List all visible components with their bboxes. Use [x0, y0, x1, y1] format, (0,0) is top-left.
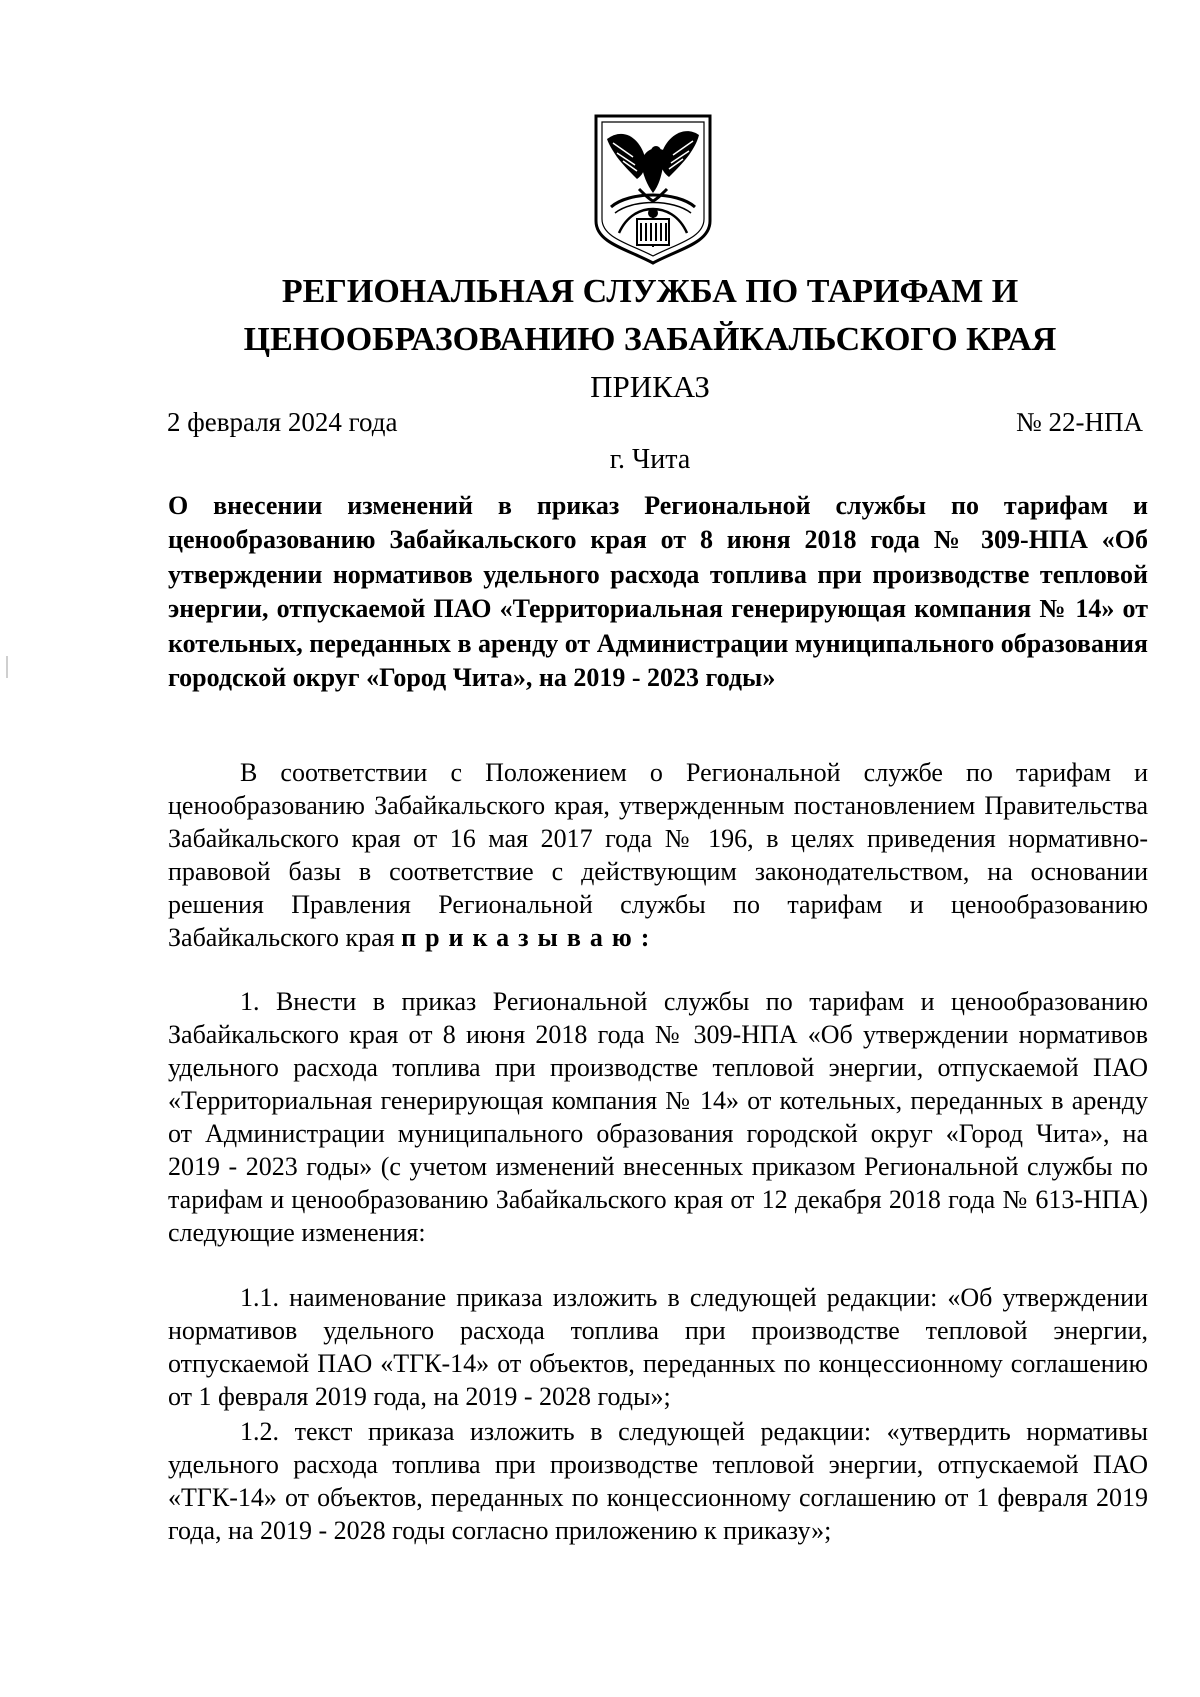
document-type: ПРИКАЗ — [590, 369, 710, 404]
document-subject: О внесении изменений в приказ Региональной службы по тарифам и ценообразованию Забайкальского края от 8 июня 2018 года № 309-НПА «Об утверждении нормативов удельного расхода топлива при производстве тепловой энергии, отпускаемой ПАО «Территориальная генерирующая компания № 14» от котельных, переданных в аренду от Администрации муниципального образования городской округ «Город Чита», на 2019 - 2023 годы» — [168, 491, 1148, 693]
authority-line-2: ЦЕНООБРАЗОВАНИЮ ЗАБАЙКАЛЬСКОГО КРАЯ — [243, 321, 1057, 358]
decree-word: приказываю: — [401, 923, 659, 952]
document-number: № 22-НПА — [1016, 407, 1143, 437]
preamble-text: В соответствии с Положением о Региональной службе по тарифам и ценообразованию Забайкальского края, утвержденным постановлением Правительства Забайкальского края от 16 мая 2017 года № 196, в целях приведения нормативно-правовой базы в соответствие с действующим законодательством, на основании решения Правления Региональной службы по тарифам и ценообразованию Забайкальского края — [168, 758, 1148, 952]
authority-line-1: РЕГИОНАЛЬНАЯ СЛУЖБА ПО ТАРИФАМ И — [281, 273, 1019, 310]
document-date: 2 февраля 2024 года — [167, 407, 398, 437]
item-1-2-paragraph: 1.2. текст приказа изложить в следующей редакции: «утвердить нормативы удельного расхода топлива при производстве тепловой энергии, отпускаемой ПАО «ТГК-14» от объектов, переданных по концессионному соглашению от 1 февраля 2019 года, на 2019 - 2028 годы согласно приложению к приказу»; — [168, 1417, 1148, 1545]
item-1-1-paragraph: 1.1. наименование приказа изложить в следующей редакции: «Об утверждении нормативов удельного расхода топлива при производстве тепловой энергии, отпускаемой ПАО «ТГК-14» от объектов, переданных по концессионному соглашению от 1 февраля 2019 года, на 2019 - 2028 годы»; — [168, 1283, 1148, 1411]
issuing-authority — [150, 268, 1150, 364]
item-1-paragraph: 1. Внести в приказ Региональной службы по тарифам и ценообразованию Забайкальского края от 8 июня 2018 года № 309-НПА «Об утверждении нормативов удельного расхода топлива при производстве тепловой энергии, отпускаемой ПАО «Территориальная генерирующая компания № 14» от котельных, переданных в аренду от Администрации муниципального образования городской округ «Город Чита», на 2019 - 2023 годы» (с учетом изменений внесенных приказом Региональной службы по тарифам и ценообразованию Забайкальского края от 12 декабря 2018 года № 613-НПА) следующие изменения: — [168, 987, 1148, 1247]
coat-of-arms-emblem — [593, 113, 713, 265]
scan-artifact — [6, 656, 8, 678]
document-city: г. Чита — [609, 444, 691, 475]
preamble-paragraph — [168, 756, 1148, 954]
